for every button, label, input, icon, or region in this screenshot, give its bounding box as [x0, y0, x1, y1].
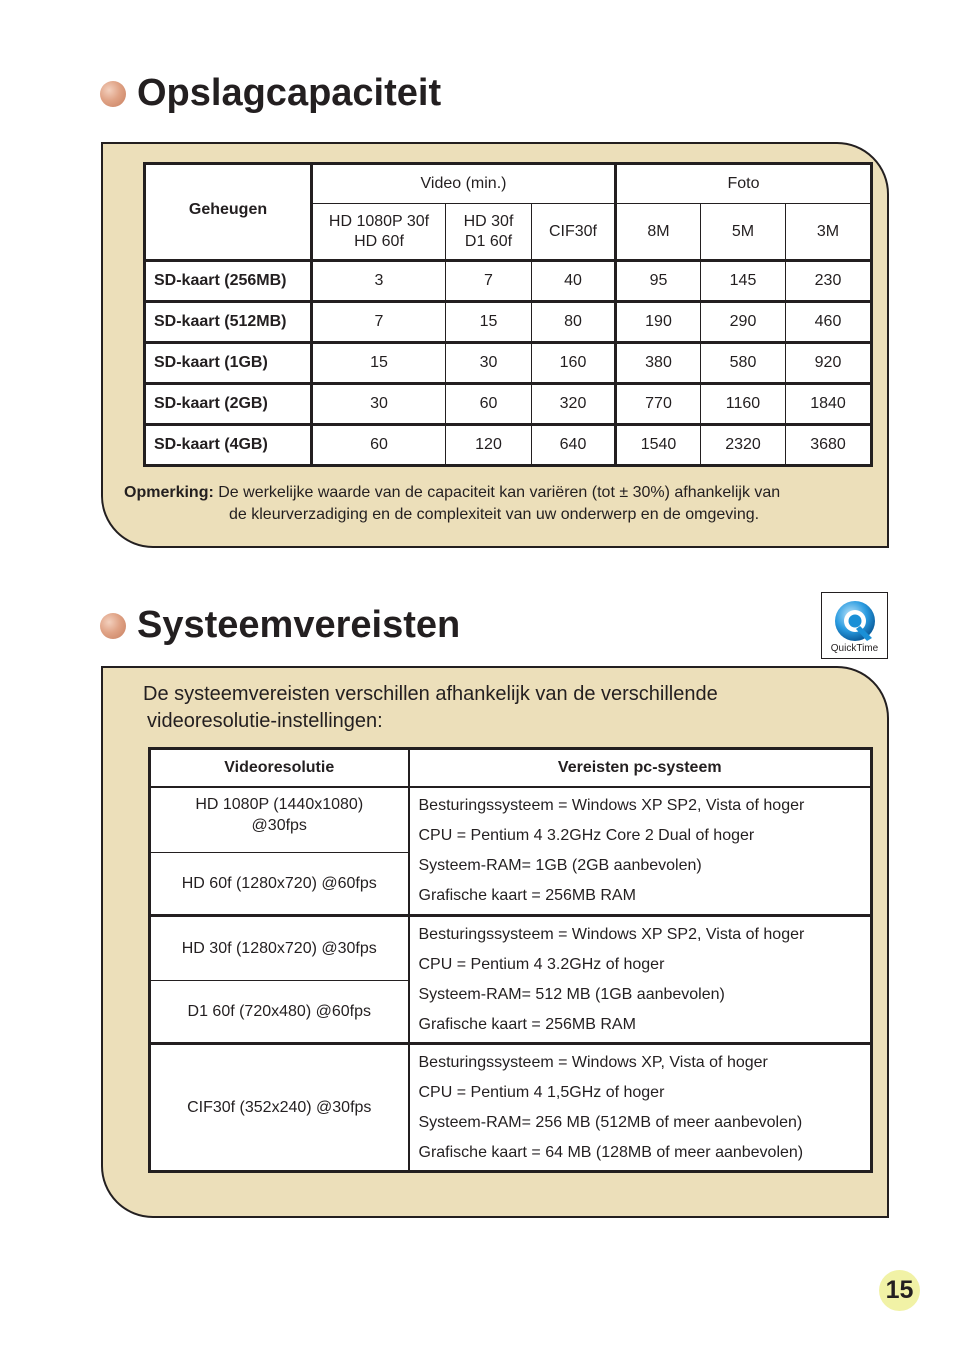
heading-bullet-icon — [100, 613, 126, 639]
table-cell: 15 — [446, 302, 532, 343]
requirement-line: Systeem-RAM= 256 MB (512MB of meer aanbevolen) — [418, 1113, 803, 1131]
table-cell: 3680 — [786, 425, 872, 466]
table-cell: 30 — [312, 384, 446, 425]
table-cell: 60 — [446, 384, 532, 425]
table-row — [145, 261, 872, 302]
requirement-line: Systeem-RAM= 512 MB (1GB aanbevolen) — [418, 985, 725, 1003]
photo-col-header: 3M — [786, 204, 872, 261]
card-label: SD-kaart (4GB) — [145, 425, 312, 466]
requirement-line: Systeem-RAM= 1GB (2GB aanbevolen) — [418, 857, 702, 874]
table-cell: 320 — [532, 384, 616, 425]
table-row — [150, 1043, 872, 1171]
table-row — [145, 425, 872, 466]
storage-heading — [100, 72, 441, 115]
video-group-header: Video (min.) — [312, 164, 616, 204]
storage-title: Opslagcapaciteit — [137, 72, 442, 114]
table-row — [145, 384, 872, 425]
table-cell: 1840 — [786, 384, 872, 425]
requirement-line: Besturingssysteem = Windows XP, Vista of hoger — [418, 1053, 768, 1071]
requirements-header-row — [150, 749, 872, 788]
requirement-line: Grafische kaart = 64 MB (128MB of meer aanbevolen) — [418, 1143, 804, 1161]
table-cell: 80 — [532, 302, 616, 343]
table-cell: 640 — [532, 425, 616, 466]
quicktime-label: QuickTime — [830, 643, 879, 654]
photo-group-header: Foto — [616, 164, 872, 204]
table-cell: 15 — [312, 343, 446, 384]
resolution-header: Videoresolutie — [150, 749, 409, 788]
table-cell: 290 — [701, 302, 786, 343]
card-label: SD-kaart (1GB) — [145, 343, 312, 384]
system-title: Systeemvereisten — [137, 604, 461, 646]
system-intro — [143, 681, 718, 735]
photo-col-header: 5M — [701, 204, 786, 261]
intro-text: videoresolutie-instellingen: — [147, 710, 383, 732]
table-cell: 160 — [532, 343, 616, 384]
table-cell: 1540 — [616, 425, 701, 466]
requirement-line: Grafische kaart = 256MB RAM — [418, 1015, 636, 1033]
memory-header: Geheugen — [145, 164, 312, 261]
video-col-header: HD 1080P 30f HD 60f — [312, 204, 446, 261]
resolution-cell: HD 1080P (1440x1080) @30fps — [150, 787, 409, 852]
storage-table — [143, 162, 873, 467]
requirements-cell — [409, 1043, 872, 1171]
note-text: de kleurverzadiging en de complexiteit van uw onderwerp en de omgeving. — [229, 506, 760, 523]
table-cell: 7 — [446, 261, 532, 302]
table-cell: 3 — [312, 261, 446, 302]
requirement-line: Grafische kaart = 256MB RAM — [418, 887, 636, 904]
requirements-header: Vereisten pc-systeem — [409, 749, 872, 788]
photo-col-header: 8M — [616, 204, 701, 261]
resolution-cell: CIF30f (352x240) @30fps — [150, 1043, 409, 1171]
table-cell: 40 — [532, 261, 616, 302]
table-cell: 460 — [786, 302, 872, 343]
table-cell: 60 — [312, 425, 446, 466]
table-cell: 230 — [786, 261, 872, 302]
note-label: Opmerking: — [124, 484, 214, 501]
note-text: De werkelijke waarde van de capaciteit kan variëren (tot ± 30%) afhankelijk van — [218, 484, 781, 501]
requirement-line: CPU = Pentium 4 3.2GHz of hoger — [418, 955, 665, 973]
requirements-cell — [409, 787, 872, 915]
table-row — [150, 915, 872, 980]
requirements-table — [148, 747, 873, 1173]
table-cell: 1160 — [701, 384, 786, 425]
requirement-line: CPU = Pentium 4 1,5GHz of hoger — [418, 1083, 665, 1101]
table-row — [145, 343, 872, 384]
intro-text: De systeemvereisten verschillen afhankelijk van de verschillende — [143, 683, 718, 705]
resolution-cell: D1 60f (720x480) @60fps — [150, 980, 409, 1043]
table-cell: 580 — [701, 343, 786, 384]
quicktime-logo-icon — [822, 593, 887, 643]
table-cell: 190 — [616, 302, 701, 343]
card-label: SD-kaart (512MB) — [145, 302, 312, 343]
requirements-cell — [409, 915, 872, 1043]
table-cell: 145 — [701, 261, 786, 302]
requirement-line: Besturingssysteem = Windows XP SP2, Vista of hoger — [418, 925, 805, 943]
table-cell: 920 — [786, 343, 872, 384]
table-cell: 30 — [446, 343, 532, 384]
table-cell: 95 — [616, 261, 701, 302]
table-cell: 120 — [446, 425, 532, 466]
table-row — [145, 302, 872, 343]
video-col-header: CIF30f — [532, 204, 616, 261]
table-cell: 770 — [616, 384, 701, 425]
storage-note — [124, 482, 780, 526]
table-cell: 7 — [312, 302, 446, 343]
card-label: SD-kaart (256MB) — [145, 261, 312, 302]
storage-header-row — [145, 164, 872, 204]
table-row — [150, 787, 872, 852]
table-cell: 2320 — [701, 425, 786, 466]
quicktime-logo — [821, 592, 888, 659]
system-heading — [100, 604, 460, 647]
requirement-line: CPU = Pentium 4 3.2GHz Core 2 Dual of hoger — [418, 827, 755, 844]
heading-bullet-icon — [100, 81, 126, 107]
video-col-header: HD 30f D1 60f — [446, 204, 532, 261]
page-number: 15 — [879, 1270, 920, 1311]
card-label: SD-kaart (2GB) — [145, 384, 312, 425]
table-cell: 380 — [616, 343, 701, 384]
resolution-cell: HD 60f (1280x720) @60fps — [150, 852, 409, 915]
resolution-cell: HD 30f (1280x720) @30fps — [150, 915, 409, 980]
requirement-line: Besturingssysteem = Windows XP SP2, Vista of hoger — [418, 797, 805, 814]
